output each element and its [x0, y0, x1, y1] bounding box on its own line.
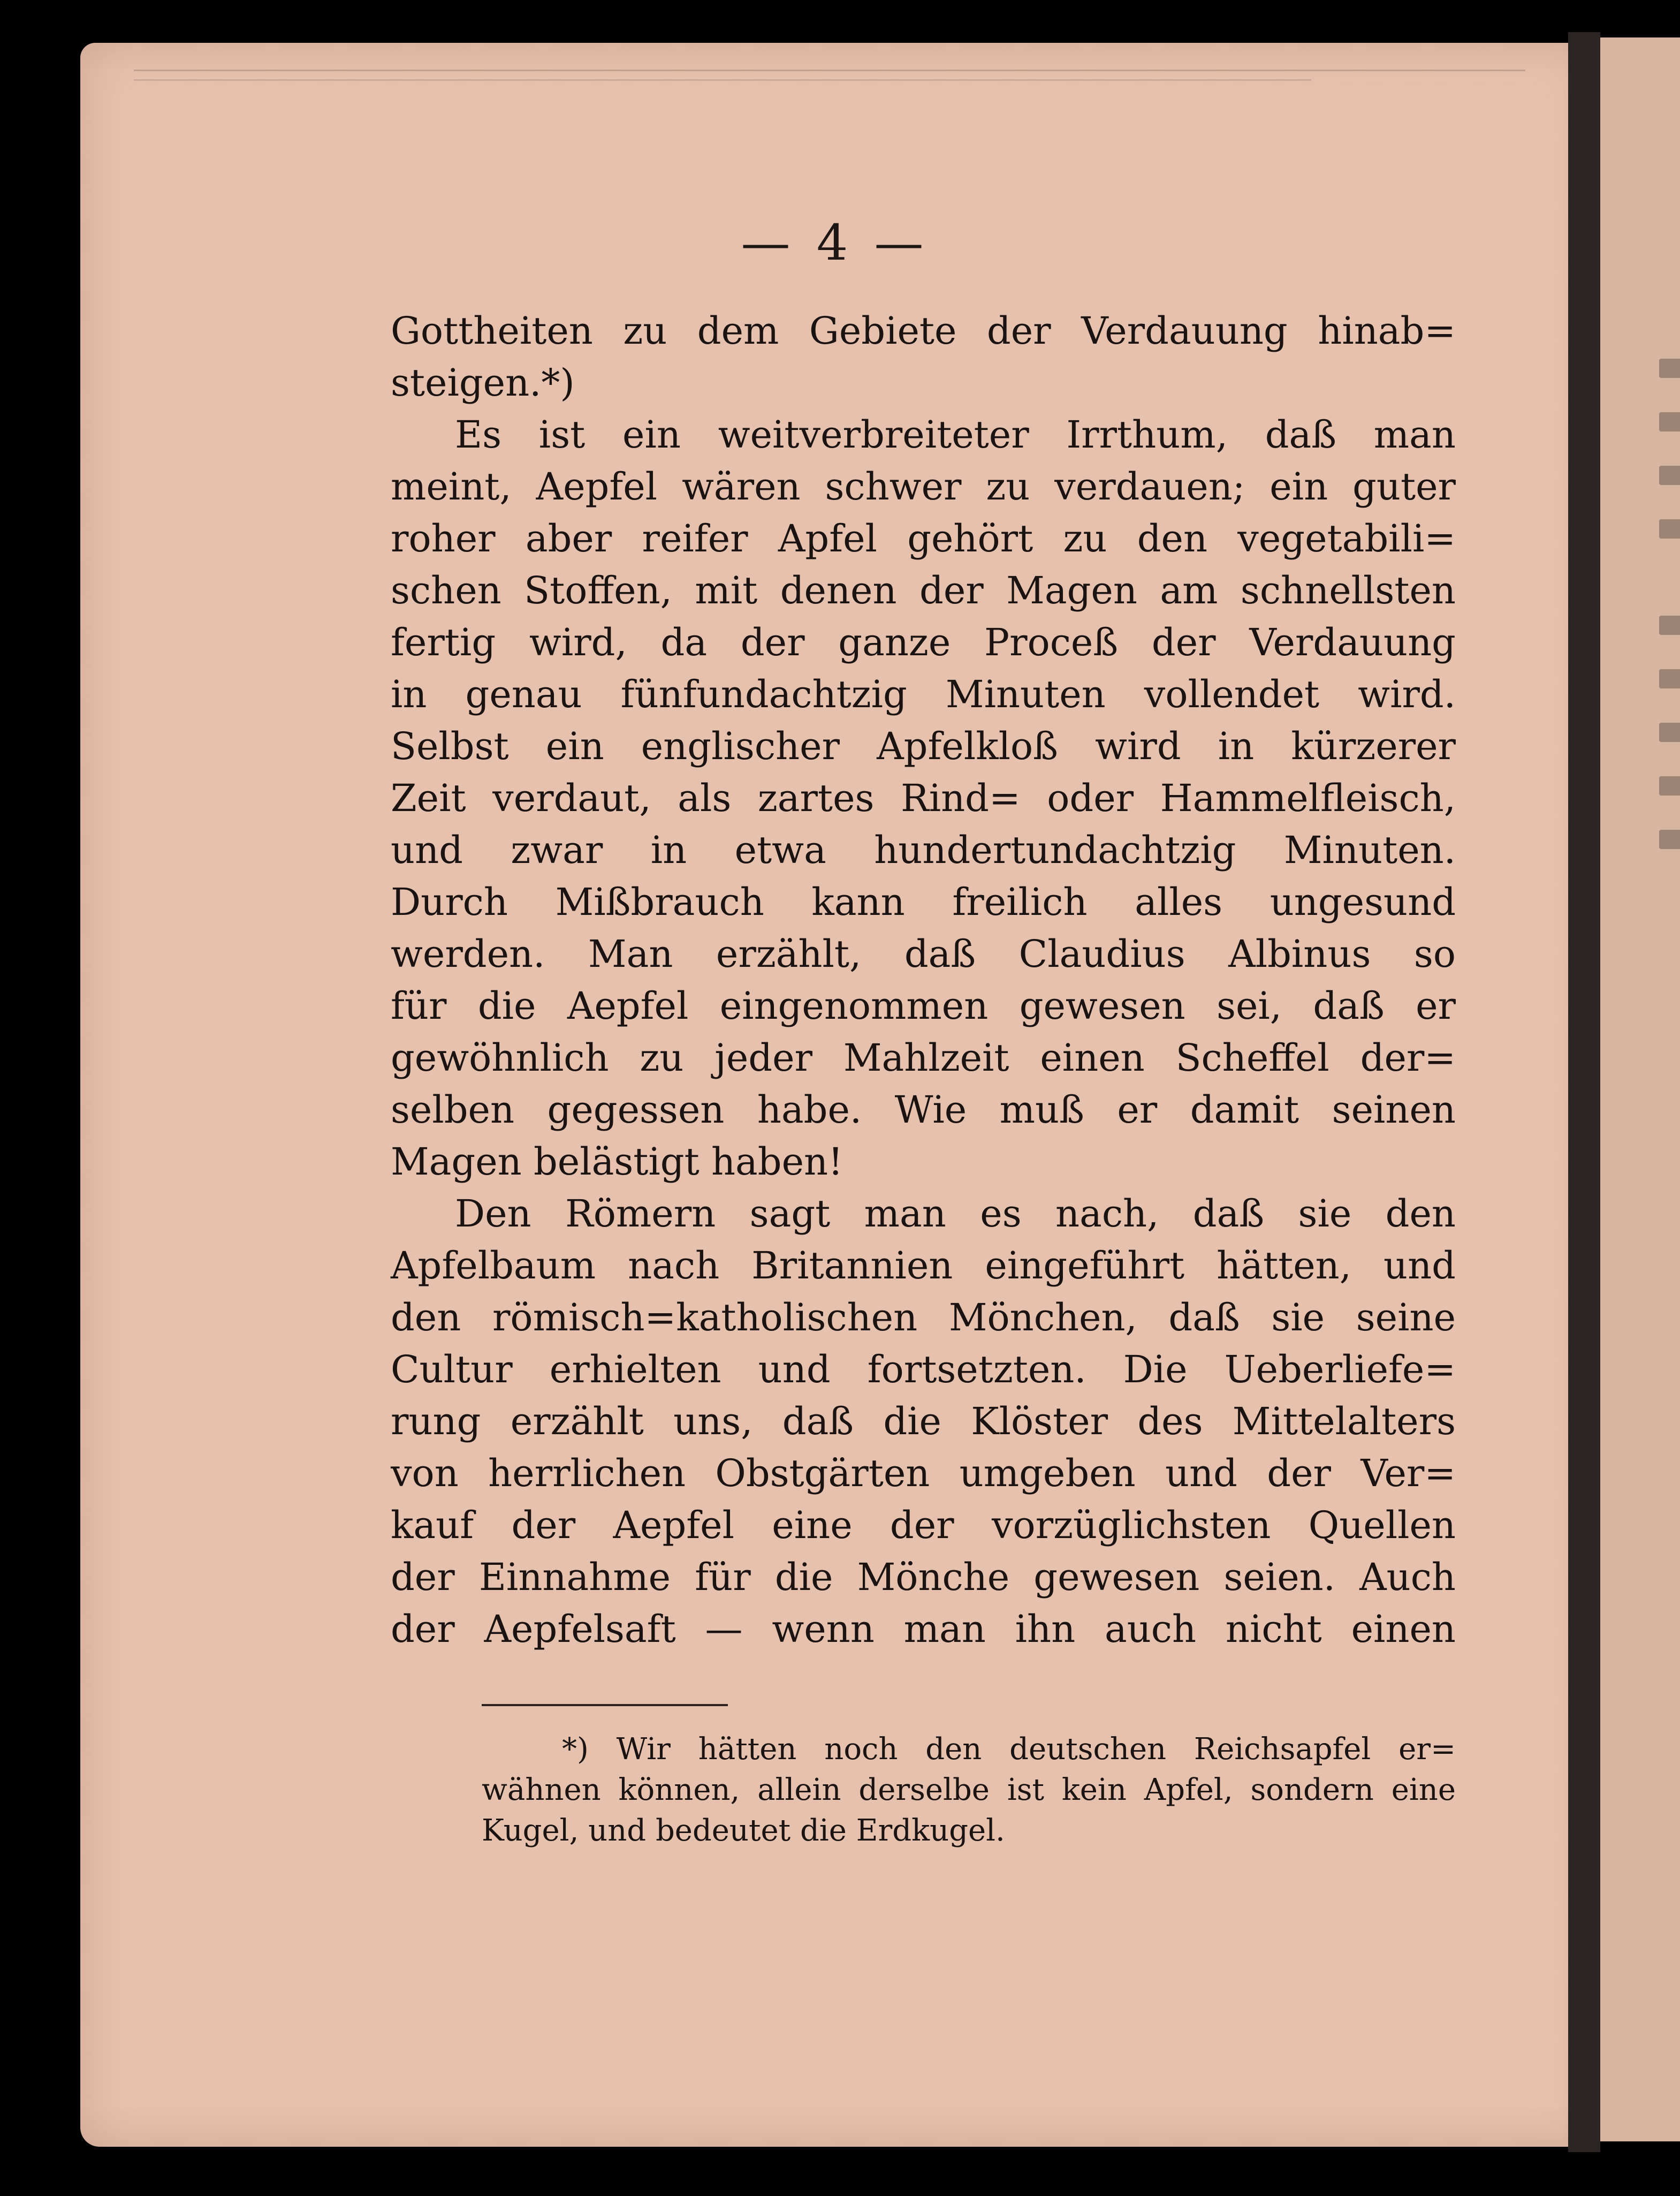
- page-edge-mark: [134, 70, 1525, 71]
- text-line: den römisch=katholischen Mönchen, daß sie seine: [391, 1296, 1456, 1339]
- text-line: Den Römern sagt man es nach, daß sie den: [455, 1192, 1456, 1236]
- page-number: — 4 —: [741, 214, 929, 271]
- adjacent-page-glyph: [1659, 359, 1680, 378]
- body-text: [391, 305, 1456, 1655]
- text-line: werden. Man erzählt, daß Claudius Albinus so: [391, 932, 1456, 976]
- text-line: roher aber reifer Apfel gehört zu den vegetabili=: [391, 517, 1456, 561]
- adjacent-page-glyph: [1659, 723, 1680, 742]
- footnote-line: *) Wir hätten noch den deutschen Reichsapfel er=: [562, 1732, 1456, 1767]
- text-line: Durch Mißbrauch kann freilich alles ungesund: [391, 880, 1456, 924]
- footnote: [482, 1729, 1456, 1851]
- text-line: steigen.*): [391, 361, 575, 405]
- text-line: schen Stoffen, mit denen der Magen am schnellsten: [391, 569, 1456, 612]
- footnote-line: Kugel, und bedeutet die Erdkugel.: [482, 1813, 1005, 1848]
- text-line: Cultur erhielten und fortsetzten. Die Ueberliefe=: [391, 1347, 1456, 1391]
- binding-gutter: [1568, 32, 1600, 2152]
- text-line: selben gegessen habe. Wie muß er damit seinen: [391, 1088, 1456, 1132]
- text-line: meint, Aepfel wären schwer zu verdauen; ein guter: [391, 465, 1456, 509]
- text-line: Magen belästigt haben!: [391, 1140, 843, 1184]
- footnote-line: wähnen können, allein derselbe ist kein Apfel, sondern eine: [482, 1773, 1456, 1807]
- adjacent-page-glyph: [1659, 776, 1680, 796]
- adjacent-page-glyph: [1659, 830, 1680, 849]
- page-edge-mark: [134, 79, 1311, 81]
- text-line: von herrlichen Obstgärten umgeben und der Ver=: [391, 1451, 1456, 1495]
- adjacent-page-glyph: [1659, 519, 1680, 539]
- text-line: der Aepfelsaft — wenn man ihn auch nicht einen: [391, 1607, 1456, 1651]
- text-line: und zwar in etwa hundertundachtzig Minuten.: [391, 828, 1456, 872]
- adjacent-page-glyph: [1659, 466, 1680, 485]
- adjacent-page-glyph: [1659, 669, 1680, 688]
- adjacent-page-glyph: [1659, 412, 1680, 431]
- text-line: der Einnahme für die Mönche gewesen seien. Auch: [391, 1555, 1456, 1599]
- text-line: Zeit verdaut, als zartes Rind= oder Hammelfleisch,: [391, 776, 1456, 820]
- text-line: Es ist ein weitverbreiteter Irrthum, daß man: [455, 413, 1456, 457]
- text-line: Gottheiten zu dem Gebiete der Verdauung hinab=: [391, 309, 1456, 353]
- text-line: kauf der Aepfel eine der vorzüglichsten Quellen: [391, 1503, 1456, 1547]
- text-line: Apfelbaum nach Britannien eingeführt hätten, und: [391, 1244, 1456, 1288]
- text-line: rung erzählt uns, daß die Klöster des Mittelalters: [391, 1399, 1456, 1443]
- footnote-divider: [482, 1704, 728, 1706]
- text-line: Selbst ein englischer Apfelkloß wird in kürzerer: [391, 724, 1456, 768]
- text-line: fertig wird, da der ganze Proceß der Verdauung: [391, 620, 1456, 664]
- adjacent-page-glyph: [1659, 616, 1680, 635]
- text-line: gewöhnlich zu jeder Mahlzeit einen Scheffel der=: [391, 1036, 1456, 1080]
- text-line: für die Aepfel eingenommen gewesen sei, daß er: [391, 984, 1456, 1028]
- adjacent-page-edge: [1600, 37, 1680, 2141]
- text-line: in genau fünfundachtzig Minuten vollendet wird.: [391, 672, 1456, 716]
